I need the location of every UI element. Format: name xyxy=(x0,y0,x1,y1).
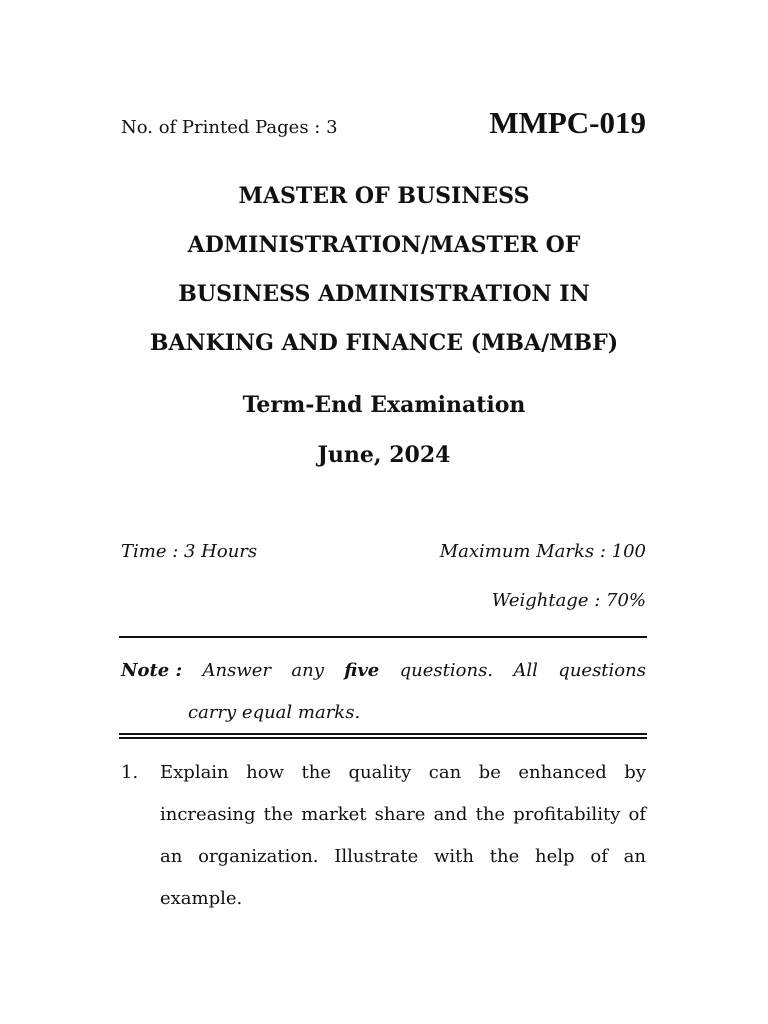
header-row xyxy=(121,105,646,149)
exam-session: June, 2024 xyxy=(317,442,451,468)
note-word: Answer xyxy=(202,660,272,681)
title-line: ADMINISTRATION/MASTER OF xyxy=(187,232,581,258)
divider-double-lower xyxy=(119,737,647,739)
programme-title xyxy=(100,172,668,368)
note-word: All xyxy=(513,660,538,681)
title-line: BANKING AND FINANCE (MBA/MBF) xyxy=(149,330,619,356)
note-continuation: carry equal marks. xyxy=(188,702,361,723)
note-word: questions. xyxy=(399,660,494,681)
weightage: Weightage : 70% xyxy=(491,590,646,611)
printed-pages-count: No. of Printed Pages : 3 xyxy=(121,117,338,138)
divider-double-upper xyxy=(119,733,647,735)
instructions-note xyxy=(121,650,646,734)
note-label: Note : xyxy=(121,660,183,681)
note-first-line xyxy=(121,650,646,692)
note-word: questions xyxy=(558,660,646,681)
note-word-emphasis: five xyxy=(344,660,380,681)
question-number: 1. xyxy=(121,762,139,783)
exam-name: Term-End Examination xyxy=(242,392,526,418)
title-line: BUSINESS ADMINISTRATION IN xyxy=(178,281,590,307)
time-allowed: Time : 3 Hours xyxy=(121,541,258,562)
exam-info xyxy=(100,380,668,480)
title-line: MASTER OF BUSINESS xyxy=(238,183,530,209)
question-item xyxy=(121,752,646,920)
course-code: MMPC-019 xyxy=(489,105,646,140)
maximum-marks: Maximum Marks : 100 xyxy=(439,541,646,562)
divider-top xyxy=(119,636,647,638)
question-text: Explain how the quality can be enhanced by increasing the market share and the profitability of an organization. Illustrate with the help of an example. xyxy=(160,762,646,909)
note-word: any xyxy=(291,660,324,681)
